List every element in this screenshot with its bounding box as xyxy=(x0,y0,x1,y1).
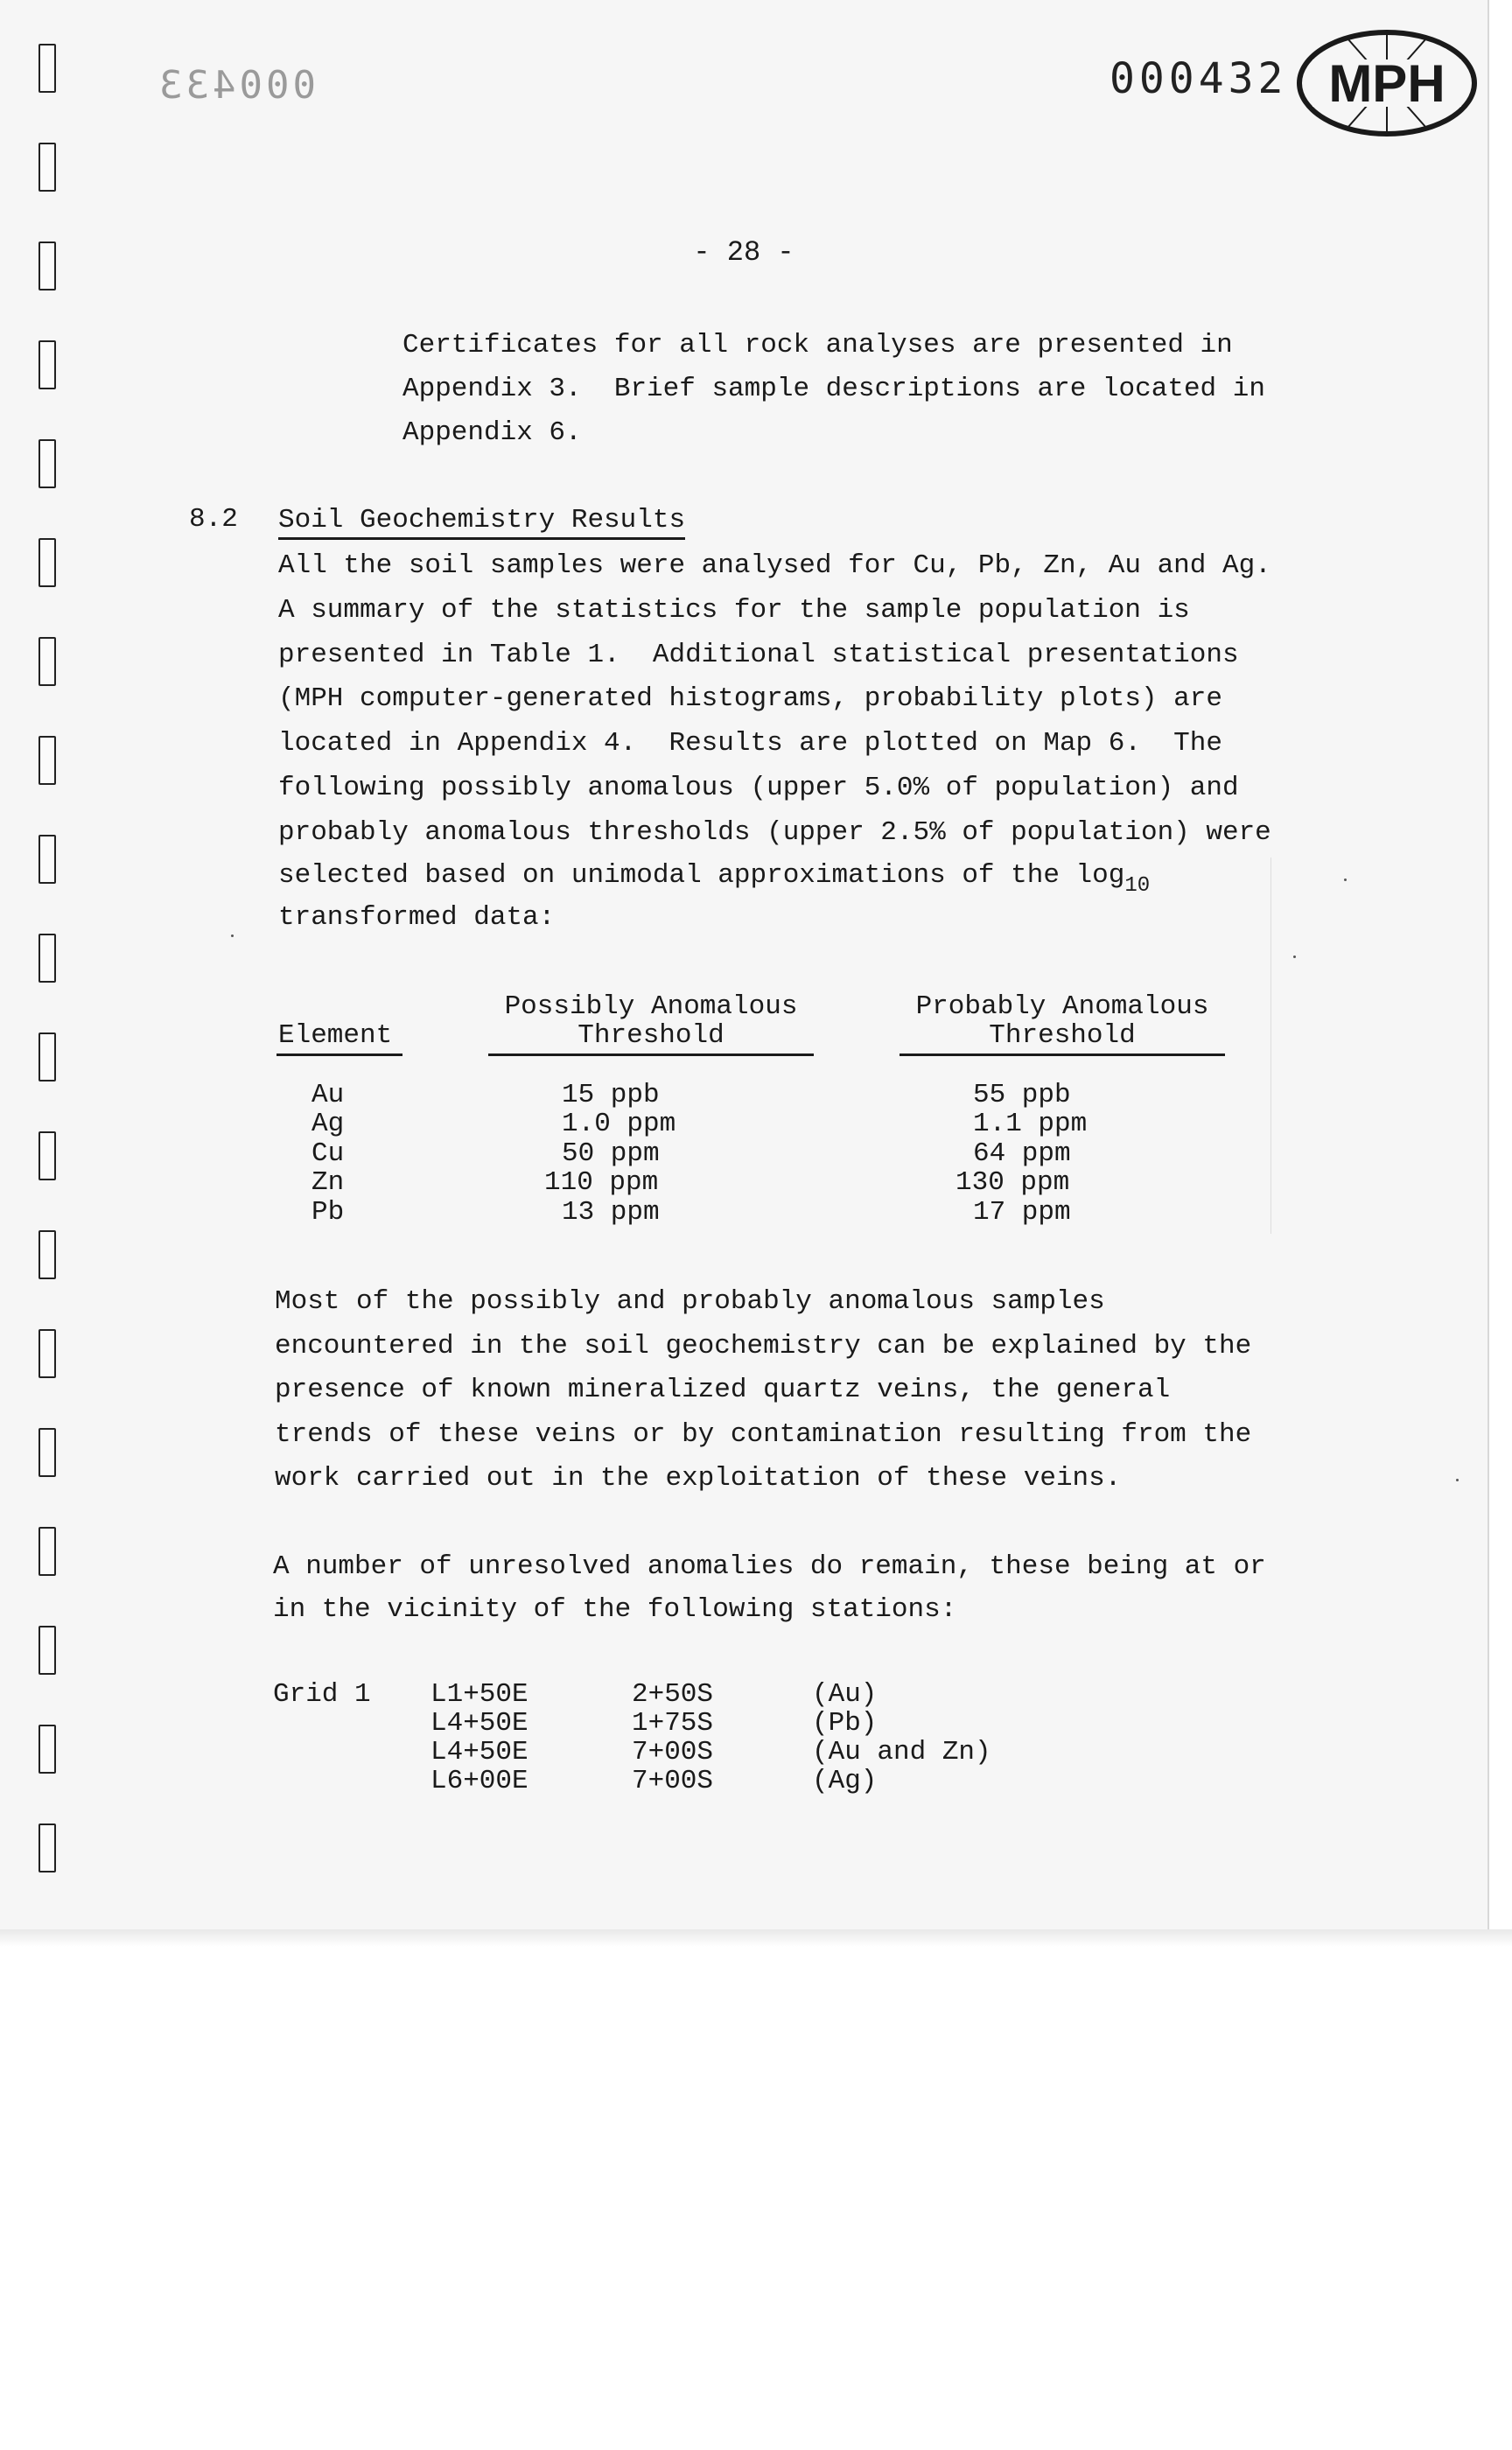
element-cell: Pb xyxy=(312,1197,345,1228)
scan-artifact-line xyxy=(1270,858,1271,1234)
text-line: Certificates for all rock analyses are presented in xyxy=(402,330,1233,360)
header-rule xyxy=(276,1054,402,1056)
header-possibly-line2: Threshold xyxy=(578,1020,724,1051)
header-rule xyxy=(488,1054,814,1056)
header-probably-line1: Probably Anomalous xyxy=(915,991,1209,1022)
binder-hole xyxy=(38,340,56,389)
text-line: A number of unresolved anomalies do remain, these being at or xyxy=(273,1551,1266,1582)
line-cell: L6+00E xyxy=(430,1766,528,1796)
elements-cell: (Au) xyxy=(812,1679,878,1710)
text-line: transformed data: xyxy=(278,902,556,933)
probably-cell: 64 ppm xyxy=(973,1138,1071,1169)
text-line: presence of known mineralized quartz veins, the general xyxy=(275,1375,1171,1405)
section-title: Soil Geochemistry Results xyxy=(278,504,685,540)
line-cell: L4+50E xyxy=(430,1708,528,1739)
binder-hole xyxy=(38,637,56,686)
station-cell: 7+00S xyxy=(632,1766,714,1796)
text-line: encountered in the soil geochemistry can be explained by the xyxy=(275,1331,1252,1362)
line-cell: L4+50E xyxy=(430,1737,528,1768)
text-line: in the vicinity of the following stations: xyxy=(273,1594,957,1625)
section-number: 8.2 xyxy=(189,504,238,535)
log-subscript: 10 xyxy=(1124,874,1151,898)
binder-hole xyxy=(38,439,56,488)
binder-hole xyxy=(38,1527,56,1576)
binder-hole xyxy=(38,44,56,93)
possibly-cell: 110 ppm xyxy=(544,1167,659,1198)
document-number: 000432 xyxy=(1110,54,1288,103)
element-cell: Cu xyxy=(312,1138,345,1169)
elements-cell: (Au and Zn) xyxy=(812,1737,991,1768)
station-cell: 7+00S xyxy=(632,1737,714,1768)
probably-cell: 17 ppm xyxy=(973,1197,1071,1228)
header-element: Element xyxy=(278,1020,393,1051)
text-line: work carried out in the exploitation of these veins. xyxy=(275,1463,1122,1494)
text-line: located in Appendix 4. Results are plotted on Map 6. The xyxy=(278,728,1222,759)
header-rule xyxy=(900,1054,1225,1056)
mph-logo-icon xyxy=(1295,26,1479,140)
element-cell: Zn xyxy=(312,1167,345,1198)
binder-hole xyxy=(38,835,56,884)
binder-hole xyxy=(38,736,56,785)
mirrored-stamp: 000433 xyxy=(156,63,316,108)
text-line: All the soil samples were analysed for Cu, Pb, Zn, Au and Ag. xyxy=(278,550,1271,581)
header-probably-line2: Threshold xyxy=(989,1020,1136,1051)
binder-hole xyxy=(38,1428,56,1477)
page-edge-shadow xyxy=(0,1929,1512,1947)
scan-speck xyxy=(1344,878,1347,881)
binder-hole xyxy=(38,1032,56,1082)
elements-cell: (Ag) xyxy=(812,1766,878,1796)
station-cell: 2+50S xyxy=(632,1679,714,1710)
text-line: Most of the possibly and probably anomalous samples xyxy=(275,1286,1105,1317)
binder-hole xyxy=(38,1230,56,1279)
binder-hole xyxy=(38,1725,56,1774)
scan-speck xyxy=(1293,956,1296,958)
possibly-cell: 1.0 ppm xyxy=(562,1109,676,1139)
possibly-cell: 15 ppb xyxy=(562,1080,660,1110)
text-line xyxy=(278,854,1150,900)
station-cell: 1+75S xyxy=(632,1708,714,1739)
binder-hole xyxy=(38,1329,56,1378)
text-line: Appendix 3. Brief sample descriptions are located in xyxy=(402,374,1265,404)
text-line: A summary of the statistics for the sample population is xyxy=(278,595,1190,626)
scan-speck xyxy=(231,934,234,937)
page-number: - 28 - xyxy=(693,236,794,269)
possibly-cell: 50 ppm xyxy=(562,1138,660,1169)
grid-label: Grid 1 xyxy=(273,1679,371,1710)
binder-hole xyxy=(38,538,56,587)
binder-hole xyxy=(38,934,56,983)
line-cell: L1+50E xyxy=(430,1679,528,1710)
probably-cell: 130 ppm xyxy=(956,1167,1070,1198)
binder-hole xyxy=(38,1131,56,1180)
log-text: selected based on unimodal approximations of the log xyxy=(278,860,1125,891)
possibly-cell: 13 ppm xyxy=(562,1197,660,1228)
binder-hole xyxy=(38,1626,56,1675)
logo-text: MPH xyxy=(1328,54,1446,113)
text-line: following possibly anomalous (upper 5.0% of population) and xyxy=(278,773,1239,803)
text-line: probably anomalous thresholds (upper 2.5% of population) were xyxy=(278,817,1271,848)
element-cell: Au xyxy=(312,1080,345,1110)
header-possibly-line1: Possibly Anomalous xyxy=(504,991,798,1022)
elements-cell: (Pb) xyxy=(812,1708,878,1739)
text-line: Appendix 6. xyxy=(402,417,582,448)
probably-cell: 55 ppb xyxy=(973,1080,1071,1110)
probably-cell: 1.1 ppm xyxy=(973,1109,1088,1139)
binder-hole xyxy=(38,143,56,192)
binder-hole xyxy=(38,1824,56,1872)
scan-speck xyxy=(1456,1479,1459,1481)
text-line: trends of these veins or by contamination resulting from the xyxy=(275,1419,1252,1450)
text-line: (MPH computer-generated histograms, probability plots) are xyxy=(278,683,1222,714)
element-cell: Ag xyxy=(312,1109,345,1139)
text-line: presented in Table 1. Additional statistical presentations xyxy=(278,640,1239,670)
